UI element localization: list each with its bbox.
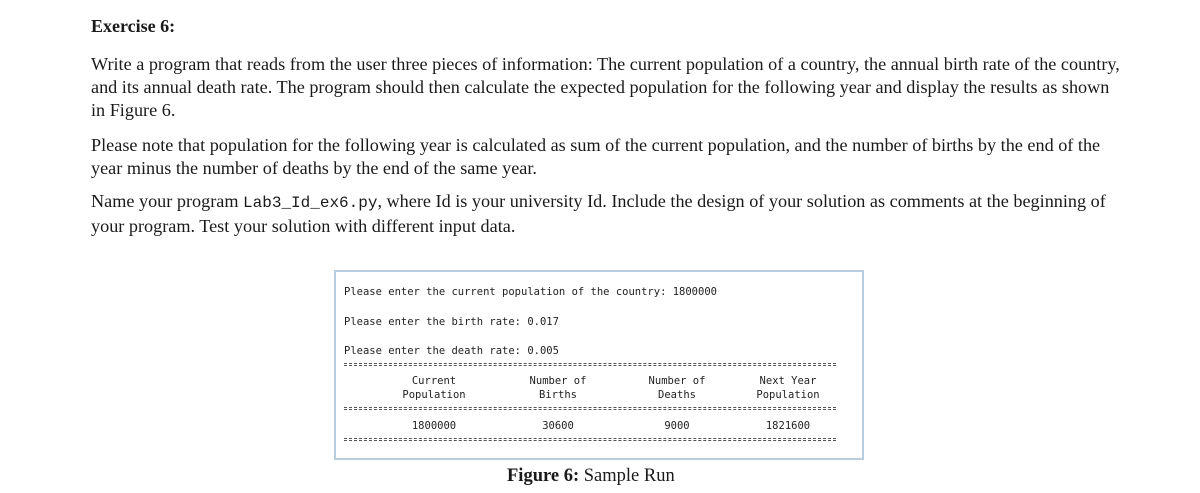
birth-rate-prompt: Please enter the birth rate: 0.017: [344, 316, 559, 328]
naming-instructions: [91, 190, 1121, 238]
header-deaths: [617, 374, 737, 402]
header-line: Current: [411, 375, 457, 387]
header-births: [498, 374, 618, 402]
exercise-description: Write a program that reads from the user three pieces of information: The current population of a country, the annual birth rate of the country, and its annual death rate. The program should then calculate the expected population for the following year and display the results as shown in Figure 6.: [91, 54, 1120, 120]
header-line: Deaths: [658, 389, 696, 401]
value-next-year-population: 1821600: [765, 420, 811, 432]
figure-caption-text: Sample Run: [579, 466, 675, 486]
sample-run-console: [334, 270, 864, 460]
header-next-year-population: [728, 374, 848, 402]
table-separator-top: [344, 363, 836, 366]
death-rate-prompt: Please enter the death rate: 0.005: [344, 345, 559, 357]
header-current-population: [374, 374, 494, 402]
header-line: Population: [756, 389, 820, 401]
header-line: Births: [539, 389, 577, 401]
value-deaths: 9000: [664, 420, 690, 432]
header-line: Next Year: [759, 375, 817, 387]
table-separator-bottom: [344, 438, 836, 441]
header-line: Number of: [529, 375, 587, 387]
population-prompt: Please enter the current population of the country: 1800000: [344, 286, 717, 298]
naming-text-after: , where Id is your university Id. Include the design of your solution as comments at the beginning of your program. Test your solution with different input data.: [91, 191, 1106, 236]
population-formula-note: Please note that population for the following year is calculated as sum of the current population, and the number of births by the end of the year minus the number of deaths by the end of the same year.: [91, 135, 1101, 178]
value-current-population: 1800000: [411, 420, 457, 432]
value-births: 30600: [542, 420, 574, 432]
figure-caption: [507, 464, 675, 488]
program-filename: Lab3_Id_ex6.py: [243, 194, 378, 212]
naming-text-before: Name your program: [91, 191, 244, 211]
header-line: Population: [402, 389, 466, 401]
exercise-title: Exercise 6:: [91, 16, 176, 36]
table-separator-middle: [344, 407, 836, 410]
figure-label: Figure 6:: [507, 466, 580, 486]
header-line: Number of: [648, 375, 706, 387]
